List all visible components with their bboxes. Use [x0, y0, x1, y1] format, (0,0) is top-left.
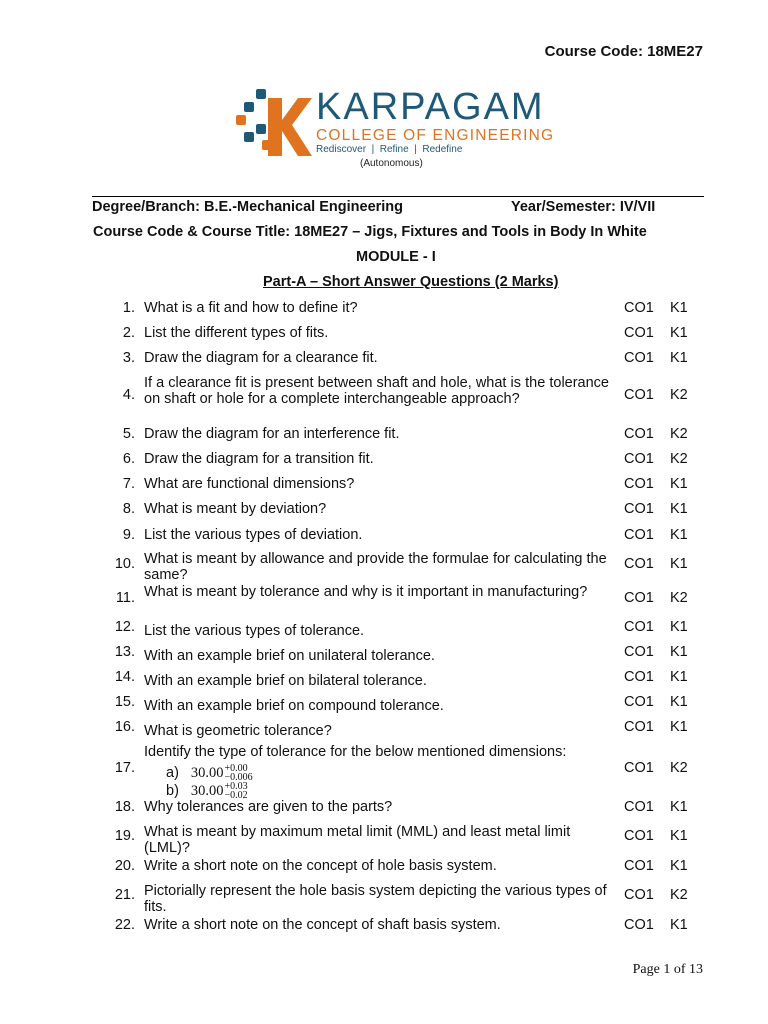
- knowledge-level: K2: [670, 887, 688, 903]
- question-number: 19.: [114, 828, 135, 844]
- question-number: 11.: [115, 590, 135, 606]
- course-code-header: Course Code: 18ME27: [544, 43, 703, 60]
- course-outcome: CO1: [624, 917, 654, 933]
- course-outcome: CO1: [624, 426, 654, 442]
- knowledge-level: K1: [670, 694, 688, 710]
- question-number: 2.: [122, 325, 135, 341]
- logo-college-name: COLLEGE OF ENGINEERING: [316, 127, 555, 144]
- question-text: Why tolerances are given to the parts?: [144, 799, 393, 815]
- knowledge-level: K1: [670, 619, 688, 635]
- dimension-limits: [225, 782, 248, 800]
- course-outcome: CO1: [624, 300, 654, 316]
- logo-square: [244, 132, 254, 142]
- question-number: 22.: [114, 917, 135, 933]
- question-number: 7.: [122, 476, 135, 492]
- course-outcome: CO1: [624, 828, 654, 844]
- course-outcome: CO1: [624, 350, 654, 366]
- knowledge-level: K1: [670, 300, 688, 316]
- course-outcome: CO1: [624, 451, 654, 467]
- part-heading: Part-A – Short Answer Questions (2 Marks): [263, 274, 559, 290]
- course-outcome: CO1: [624, 556, 654, 572]
- course-outcome: CO1: [624, 694, 654, 710]
- question-number: 14.: [114, 669, 135, 685]
- question-number: 15.: [114, 694, 135, 710]
- question-text: What is meant by allowance and provide the formulae for calculating the same?: [144, 551, 607, 583]
- question-number: 20.: [114, 858, 135, 874]
- knowledge-level: K1: [670, 350, 688, 366]
- question-number: 16.: [114, 719, 135, 735]
- question-text: Draw the diagram for an interference fit.: [144, 426, 400, 442]
- course-outcome: CO1: [624, 887, 654, 903]
- page-number: Page 1 of 13: [632, 962, 703, 977]
- knowledge-level: K2: [670, 760, 688, 776]
- college-logo: [234, 86, 564, 170]
- knowledge-level: K1: [670, 556, 688, 572]
- course-outcome: CO1: [624, 501, 654, 517]
- question-text: What is geometric tolerance?: [144, 723, 332, 739]
- course-outcome: CO1: [624, 325, 654, 341]
- question-number: 17.: [114, 760, 135, 776]
- dimension-limits: [225, 764, 253, 782]
- course-outcome: CO1: [624, 719, 654, 735]
- question-text: What is meant by maximum metal limit (MML) and least metal limit (LML)?: [144, 824, 571, 856]
- question-number: 8.: [122, 501, 135, 517]
- question-text: List the different types of fits.: [144, 325, 329, 341]
- knowledge-level: K2: [670, 451, 688, 467]
- question-text: Draw the diagram for a transition fit.: [144, 451, 374, 467]
- question-text: List the various types of deviation.: [144, 527, 363, 543]
- knowledge-level: K1: [670, 719, 688, 735]
- question-number: 12.: [114, 619, 135, 635]
- question-text: Write a short note on the concept of hole basis system.: [144, 858, 497, 874]
- question-text: List the various types of tolerance.: [144, 623, 365, 639]
- question-number: 3.: [122, 350, 135, 366]
- knowledge-level: K1: [670, 799, 688, 815]
- knowledge-level: K1: [670, 669, 688, 685]
- logo-square: [256, 89, 266, 99]
- question-number: 18.: [114, 799, 135, 815]
- logo-autonomous: (Autonomous): [360, 158, 423, 169]
- knowledge-level: K1: [670, 644, 688, 660]
- course-outcome: CO1: [624, 387, 654, 403]
- dimension-label: b): [166, 782, 179, 799]
- course-outcome: CO1: [624, 476, 654, 492]
- knowledge-level: K2: [670, 590, 688, 606]
- knowledge-level: K1: [670, 917, 688, 933]
- knowledge-level: K2: [670, 426, 688, 442]
- logo-square: [236, 115, 246, 125]
- year-semester: Year/Semester: IV/VII: [511, 199, 656, 215]
- question-text: With an example brief on unilateral tolerance.: [144, 648, 435, 664]
- course-outcome: CO1: [624, 619, 654, 635]
- logo-square: [244, 102, 254, 112]
- question-number: 21.: [114, 887, 135, 903]
- question-text: What is meant by deviation?: [144, 501, 327, 517]
- question-text: With an example brief on bilateral tolerance.: [144, 673, 427, 689]
- question-text: Write a short note on the concept of shaft basis system.: [144, 917, 501, 933]
- knowledge-level: K1: [670, 858, 688, 874]
- course-outcome: CO1: [624, 527, 654, 543]
- knowledge-level: K2: [670, 387, 688, 403]
- question-number: 1.: [122, 300, 135, 316]
- knowledge-level: K1: [670, 828, 688, 844]
- lower-deviation: −0.02: [224, 790, 248, 801]
- course-outcome: CO1: [624, 644, 654, 660]
- question-number: 9.: [122, 527, 135, 543]
- question-number: 10.: [114, 556, 135, 572]
- course-outcome: CO1: [624, 590, 654, 606]
- course-title: Course Code & Course Title: 18ME27 – Jigs, Fixtures and Tools in Body In White: [93, 224, 647, 240]
- dimension-label: a): [166, 764, 179, 781]
- question-text: Pictorially represent the hole basis system depicting the various types of fits.: [144, 883, 607, 915]
- dimension-base: 30.00: [190, 764, 224, 781]
- question-text: What is a fit and how to define it?: [144, 300, 358, 316]
- question-number: 4.: [122, 387, 135, 403]
- question-number: 5.: [122, 426, 135, 442]
- knowledge-level: K1: [670, 325, 688, 341]
- module-heading: MODULE - I: [356, 249, 436, 265]
- upper-deviation: +0.03: [224, 781, 248, 792]
- question-text: What are functional dimensions?: [144, 476, 355, 492]
- degree-branch: Degree/Branch: B.E.-Mechanical Engineering: [92, 199, 404, 215]
- knowledge-level: K1: [670, 527, 688, 543]
- logo-k-icon: [268, 98, 312, 156]
- logo-tagline: Rediscover | Refine | Redefine: [316, 144, 463, 155]
- question-text: If a clearance fit is present between shaft and hole, what is the tolerance on shaft or hole for a complete interchangeable approach?: [144, 375, 609, 407]
- header-rule: [92, 196, 704, 197]
- course-outcome: CO1: [624, 760, 654, 776]
- upper-deviation: +0.00: [224, 763, 248, 774]
- knowledge-level: K1: [670, 476, 688, 492]
- course-outcome: CO1: [624, 799, 654, 815]
- question-text: Draw the diagram for a clearance fit.: [144, 350, 378, 366]
- tolerance-dimension: [166, 764, 253, 782]
- tolerance-dimension: [166, 782, 248, 800]
- logo-square: [256, 124, 266, 134]
- logo-brand: KARPAGAM: [316, 86, 545, 128]
- question-text: With an example brief on compound tolerance.: [144, 698, 444, 714]
- question-number: 6.: [122, 451, 135, 467]
- course-outcome: CO1: [624, 669, 654, 685]
- lower-deviation: −0.006: [224, 772, 253, 783]
- question-number: 13.: [114, 644, 135, 660]
- dimension-base: 30.00: [190, 782, 224, 799]
- question-text: What is meant by tolerance and why is it important in manufacturing?: [144, 584, 588, 600]
- course-outcome: CO1: [624, 858, 654, 874]
- question-text: Identify the type of tolerance for the below mentioned dimensions:: [144, 744, 567, 760]
- knowledge-level: K1: [670, 501, 688, 517]
